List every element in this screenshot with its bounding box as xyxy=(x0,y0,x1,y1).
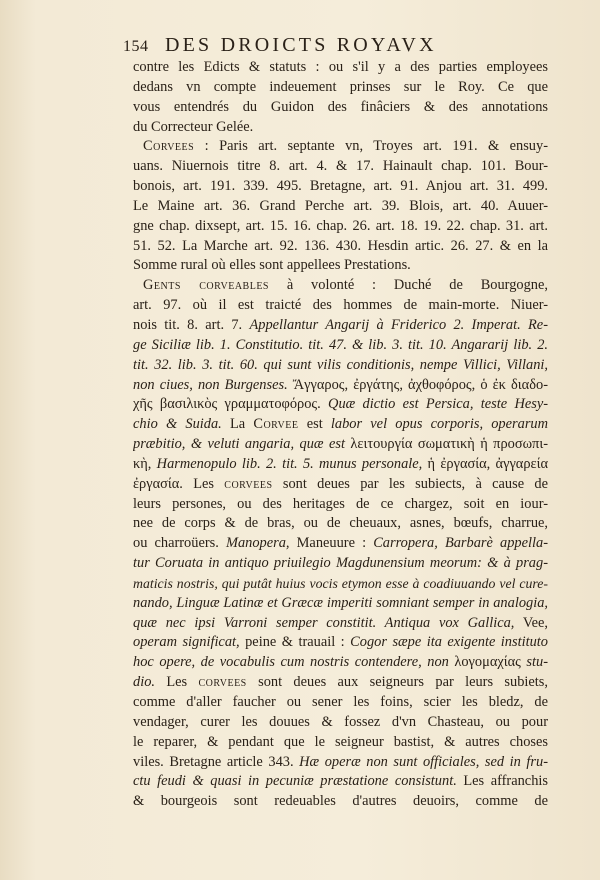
small-caps-term: Gents corveables xyxy=(143,277,269,294)
text-line xyxy=(133,673,548,693)
text-segment: & bourgeois sont redeuables d'autres deuoirs, comme de xyxy=(133,793,548,810)
text-segment: Maneuure : xyxy=(289,535,374,552)
text-segment: ἡ ἐργασία, ἀγγαρεία xyxy=(422,455,548,472)
text-segment: uans. Niuernois titre 8. art. 4. & 17. Hainault chap. 101. Bour- xyxy=(133,158,548,175)
text-line xyxy=(133,78,548,98)
text-segment: à volonté : Duché de Bourgogne, xyxy=(269,277,548,294)
running-head: DES DROICTS ROYAVX xyxy=(165,34,437,56)
latin-italic-text: tur Coruata in antiquo priuilegio Magdunensium meorum: & à prag- xyxy=(133,555,548,572)
text-segment: bonois, art. 191. 339. 495. Bretagne, art. 91. Anjou art. 31. 499. xyxy=(133,178,548,195)
text-segment: contre les Edicts & statuts : ou s'il y a des parties employees xyxy=(133,59,548,75)
latin-italic-text: præbitio, & veluti angaria, quæ est xyxy=(133,436,345,453)
text-line xyxy=(133,256,548,276)
text-line xyxy=(133,376,548,396)
text-line xyxy=(133,534,548,554)
text-line xyxy=(133,495,548,515)
text-segment: La xyxy=(221,416,254,433)
latin-italic-text: labor vel opus corporis, operarum xyxy=(330,416,548,433)
latin-italic-text: chio & Suida. xyxy=(133,416,222,433)
text-line xyxy=(133,753,548,773)
text-segment: λογομαχίας xyxy=(448,654,527,671)
text-line xyxy=(133,594,548,614)
text-segment: sont deues par les subiects, à cause de xyxy=(272,475,548,492)
latin-italic-text: Quæ dictio est Persica, teste Hesy- xyxy=(328,396,548,413)
text-line xyxy=(133,772,548,792)
text-segment: Ἄγγαρος, ἐργάτης, ἀχθοφόρος, ὁ ἐκ διαδο- xyxy=(287,376,548,393)
text-line xyxy=(133,455,548,475)
latin-italic-text: quæ nec ipsi Varroni semper constitit. Antiqua vox Gallica, xyxy=(133,614,515,631)
latin-italic-text: tit. 32. lib. 3. tit. 60. qui sunt vilis conditionis, nempe Villici, Villani, xyxy=(133,356,548,373)
text-segment: du Correcteur Gelée. xyxy=(133,118,254,135)
text-line xyxy=(133,633,548,653)
text-segment: Les xyxy=(155,674,199,691)
text-segment: comme d'aller faucher ou sener les foins, scier les bledz, de xyxy=(133,694,548,710)
latin-italic-text: hoc opere, de vocabulis cum nostris contendere, non xyxy=(133,654,449,671)
text-segment: vendager, curer les douues & fossez d'vn Chasteau, ou pour xyxy=(133,713,548,730)
text-segment: Le Maine art. 36. Grand Perche art. 39. Blois, art. 40. Auuer- xyxy=(133,197,548,214)
latin-italic-text: maticis nostris, qui putât huius vocis etymon esse à coadiuuando vel cure- xyxy=(133,575,548,591)
text-segment: vous entendrés du Guidon des finâciers & des annotations xyxy=(133,98,548,115)
text-line xyxy=(133,98,548,118)
text-segment: nee de corps & de bras, ou de cheuaux, asnes, bœufs, charrue, xyxy=(133,515,548,532)
text-segment: nois tit. 8. art. 7. xyxy=(133,316,250,333)
latin-italic-text: ctu feudi & quasi in pecuniæ præstatione consistunt. xyxy=(133,773,457,790)
text-segment: le reparer, & pendant que le seigneur bastist, & autres choses xyxy=(133,733,548,750)
text-line xyxy=(133,58,548,78)
latin-italic-text: Appellantur Angarij à Friderico 2. Imperat. Re- xyxy=(249,316,548,333)
text-segment: 51. 52. La Marche art. 92. 136. 430. Hesdin artic. 26. 27. & en la xyxy=(133,237,548,254)
text-line xyxy=(133,316,548,336)
text-line xyxy=(133,356,548,376)
text-line xyxy=(133,395,548,415)
small-caps-term: Corvee xyxy=(253,416,299,433)
text-line xyxy=(133,733,548,753)
text-line xyxy=(133,237,548,257)
latin-italic-text: non ciues, non Burgenses. xyxy=(133,376,288,393)
text-line xyxy=(133,693,548,713)
small-caps-term: Corvees xyxy=(143,138,195,155)
text-line xyxy=(133,137,548,157)
latin-italic-text: nando, Linguæ Latinæ et Græcæ imperiti somniant semper in analogia, xyxy=(133,594,548,611)
page-number: 154 xyxy=(123,38,149,55)
latin-italic-text: Manopera, xyxy=(225,535,290,552)
latin-italic-text: dio. xyxy=(133,674,155,691)
text-segment: Vee, xyxy=(514,614,548,631)
latin-italic-text: ge Siciliæ lib. 1. Constitutio. tit. 47. & lib. 3. tit. 10. Angararij lib. 2. xyxy=(133,336,548,353)
text-segment: peine & trauail : xyxy=(239,634,351,651)
text-line xyxy=(133,336,548,356)
page-header xyxy=(123,34,563,57)
text-line xyxy=(133,118,548,138)
text-line xyxy=(133,574,548,594)
text-line xyxy=(133,217,548,237)
text-line xyxy=(133,276,548,296)
latin-italic-text: Harmenopulo lib. 2. tit. 5. munus personale, xyxy=(156,455,423,472)
latin-italic-text: Hæ operæ non sunt officiales, sed in fru- xyxy=(299,753,548,770)
text-line xyxy=(133,514,548,534)
small-caps-term: corvees xyxy=(198,674,247,691)
text-line xyxy=(133,157,548,177)
text-line xyxy=(133,296,548,316)
text-line xyxy=(133,614,548,634)
text-segment: art. 97. où il est traicté des hommes de main-morte. Niuer- xyxy=(133,297,548,314)
text-line xyxy=(133,197,548,217)
text-segment: ou charroüers. xyxy=(133,535,226,552)
text-segment: λειτουργία σωματικὴ ἡ προσωπι- xyxy=(344,436,548,453)
text-segment: gne chap. dixsept, art. 15. 16. chap. 26. art. 18. 19. 22. chap. 31. art. xyxy=(133,217,548,234)
text-segment: sont deues aux seigneurs par leurs subiets, xyxy=(246,674,548,691)
text-line xyxy=(133,713,548,733)
latin-italic-text: Cogor sæpe ita exigente instituto xyxy=(350,634,548,651)
text-segment: : Paris art. septante vn, Troyes art. 191. & ensuy- xyxy=(194,138,548,155)
text-segment: κὴ, xyxy=(133,455,157,472)
text-segment: Les affranchis xyxy=(456,773,548,790)
text-line xyxy=(133,554,548,574)
text-segment: leurs persones, ou des heritages de ce chargez, soit en iour- xyxy=(133,495,548,512)
latin-italic-text: Carropera, Barbarè appella- xyxy=(373,535,548,552)
text-line xyxy=(133,177,548,197)
text-line xyxy=(133,475,548,495)
text-segment: Somme rural où elles sont appellees Prestations. xyxy=(133,257,411,274)
text-segment: est xyxy=(298,416,331,433)
text-segment: viles. Bretagne article 343. xyxy=(133,753,300,770)
text-line xyxy=(133,792,548,812)
small-caps-term: corvees xyxy=(224,475,273,492)
text-segment: dedans vn compte indeuement prinses sur le Roy. Ce que xyxy=(133,78,548,95)
text-line xyxy=(133,653,548,673)
text-block xyxy=(133,58,548,812)
text-segment: χῆς βασιλικὸς γραμματοφόρος. xyxy=(133,396,329,413)
text-segment: ἐργασία. Les xyxy=(133,475,225,492)
text-line xyxy=(133,435,548,455)
text-line xyxy=(133,415,548,435)
latin-italic-text: stu- xyxy=(526,654,548,671)
latin-italic-text: operam significat, xyxy=(133,634,240,651)
